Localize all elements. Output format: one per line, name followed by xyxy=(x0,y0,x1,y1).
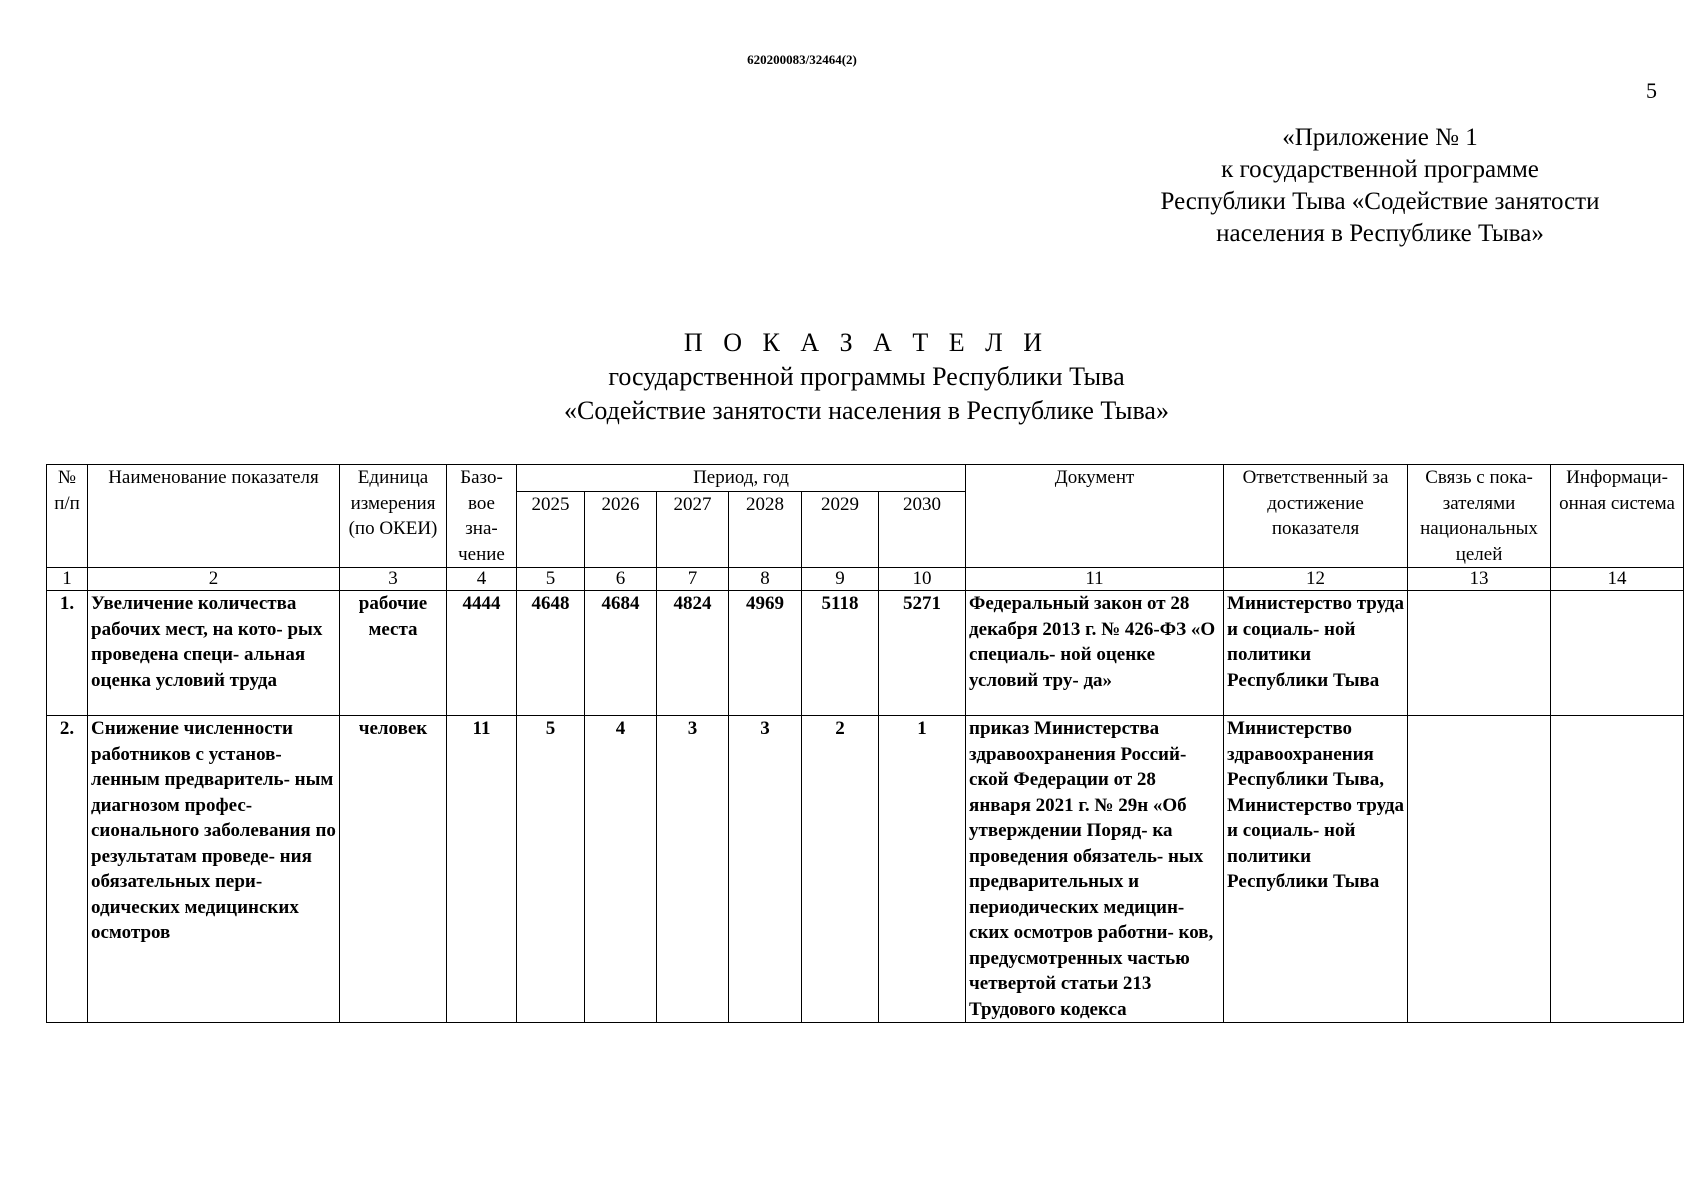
column-number: 1 xyxy=(47,568,88,591)
header-document: Документ xyxy=(966,465,1224,568)
header-base: Базо- вое зна- чение xyxy=(447,465,517,568)
row-value: 5118 xyxy=(802,591,879,716)
header-period: Период, год xyxy=(517,465,966,492)
row-value: 3 xyxy=(729,716,802,1023)
heading-line: «Содействие занятости населения в Республике Тыва» xyxy=(564,396,1169,425)
indicators-table xyxy=(46,464,1684,1023)
column-number: 2 xyxy=(88,568,340,591)
header-year: 2030 xyxy=(879,492,966,568)
table-row xyxy=(47,716,1684,1023)
header-year: 2028 xyxy=(729,492,802,568)
row-value: 4824 xyxy=(657,591,729,716)
column-number: 7 xyxy=(657,568,729,591)
appendix-line: Республики Тыва «Содействие занятости xyxy=(1160,188,1600,215)
column-number: 9 xyxy=(802,568,879,591)
document-id: 620200083/32464(2) xyxy=(747,52,857,67)
appendix-line: «Приложение № 1 xyxy=(1282,124,1478,151)
row-info xyxy=(1551,591,1684,716)
header-year: 2025 xyxy=(517,492,585,568)
row-value: 2 xyxy=(802,716,879,1023)
header-name: Наименование показателя xyxy=(88,465,340,568)
table-row xyxy=(47,591,1684,716)
page-number: 5 xyxy=(1646,78,1657,103)
header-num: № п/п xyxy=(47,465,88,568)
row-value: 1 xyxy=(879,716,966,1023)
row-link xyxy=(1408,716,1551,1023)
column-number: 14 xyxy=(1551,568,1684,591)
row-responsible: Министерство здравоохранения Республики Тыва, Министерство труда и социаль- ной политики Республики Тыва xyxy=(1224,716,1408,1023)
header-row xyxy=(47,465,1684,492)
column-number: 11 xyxy=(966,568,1224,591)
appendix-line: населения в Республике Тыва» xyxy=(1216,220,1544,247)
row-base: 11 xyxy=(447,716,517,1023)
row-info xyxy=(1551,716,1684,1023)
header-year: 2026 xyxy=(585,492,657,568)
row-unit: человек xyxy=(340,716,447,1023)
row-unit: рабочие места xyxy=(340,591,447,716)
row-value: 4684 xyxy=(585,591,657,716)
header-year: 2027 xyxy=(657,492,729,568)
appendix-note xyxy=(1100,122,1660,250)
row-base: 4444 xyxy=(447,591,517,716)
row-responsible: Министерство труда и социаль- ной политики Республики Тыва xyxy=(1224,591,1408,716)
document-heading xyxy=(0,326,1697,428)
row-value: 4 xyxy=(585,716,657,1023)
header-link: Связь с пока- зателями национальных целей xyxy=(1408,465,1551,568)
row-value: 5 xyxy=(517,716,585,1023)
row-num: 1. xyxy=(47,591,88,716)
column-number: 12 xyxy=(1224,568,1408,591)
column-number-row xyxy=(47,568,1684,591)
header-responsible: Ответственный за достижение показателя xyxy=(1224,465,1408,568)
column-number: 10 xyxy=(879,568,966,591)
row-num: 2. xyxy=(47,716,88,1023)
header-unit: Единица измерения (по ОКЕИ) xyxy=(340,465,447,568)
header-year: 2029 xyxy=(802,492,879,568)
row-document: приказ Министерства здравоохранения Россий- ской Федерации от 28 января 2021 г. № 29н «Об утверждении Поряд- ка проведения обязатель- ных предварительных и периодических медицин- ских осмотров работни- ков, предусмотренных частью четвертой статьи 213 Трудового кодекса xyxy=(966,716,1224,1023)
heading-title: П О К А З А Т Е Л И xyxy=(683,328,1050,357)
row-value: 5271 xyxy=(879,591,966,716)
header-info: Информаци- онная система xyxy=(1551,465,1684,568)
column-number: 4 xyxy=(447,568,517,591)
row-value: 4648 xyxy=(517,591,585,716)
column-number: 13 xyxy=(1408,568,1551,591)
column-number: 5 xyxy=(517,568,585,591)
row-link xyxy=(1408,591,1551,716)
row-document: Федеральный закон от 28 декабря 2013 г. № 426-ФЗ «О специаль- ной оценке условий тру- да» xyxy=(966,591,1224,716)
column-number: 8 xyxy=(729,568,802,591)
heading-line: государственной программы Республики Тыва xyxy=(608,362,1125,391)
row-value: 4969 xyxy=(729,591,802,716)
row-name: Снижение численности работников с установ- ленным предваритель- ным диагнозом профес- сионального заболевания по результатам проведе- ния обязательных пери- одических медицинских осмотров xyxy=(88,716,340,1023)
row-value: 3 xyxy=(657,716,729,1023)
column-number: 6 xyxy=(585,568,657,591)
row-name: Увеличение количества рабочих мест, на кото- рых проведена специ- альная оценка условий труда xyxy=(88,591,340,716)
appendix-line: к государственной программе xyxy=(1221,156,1539,183)
column-number: 3 xyxy=(340,568,447,591)
